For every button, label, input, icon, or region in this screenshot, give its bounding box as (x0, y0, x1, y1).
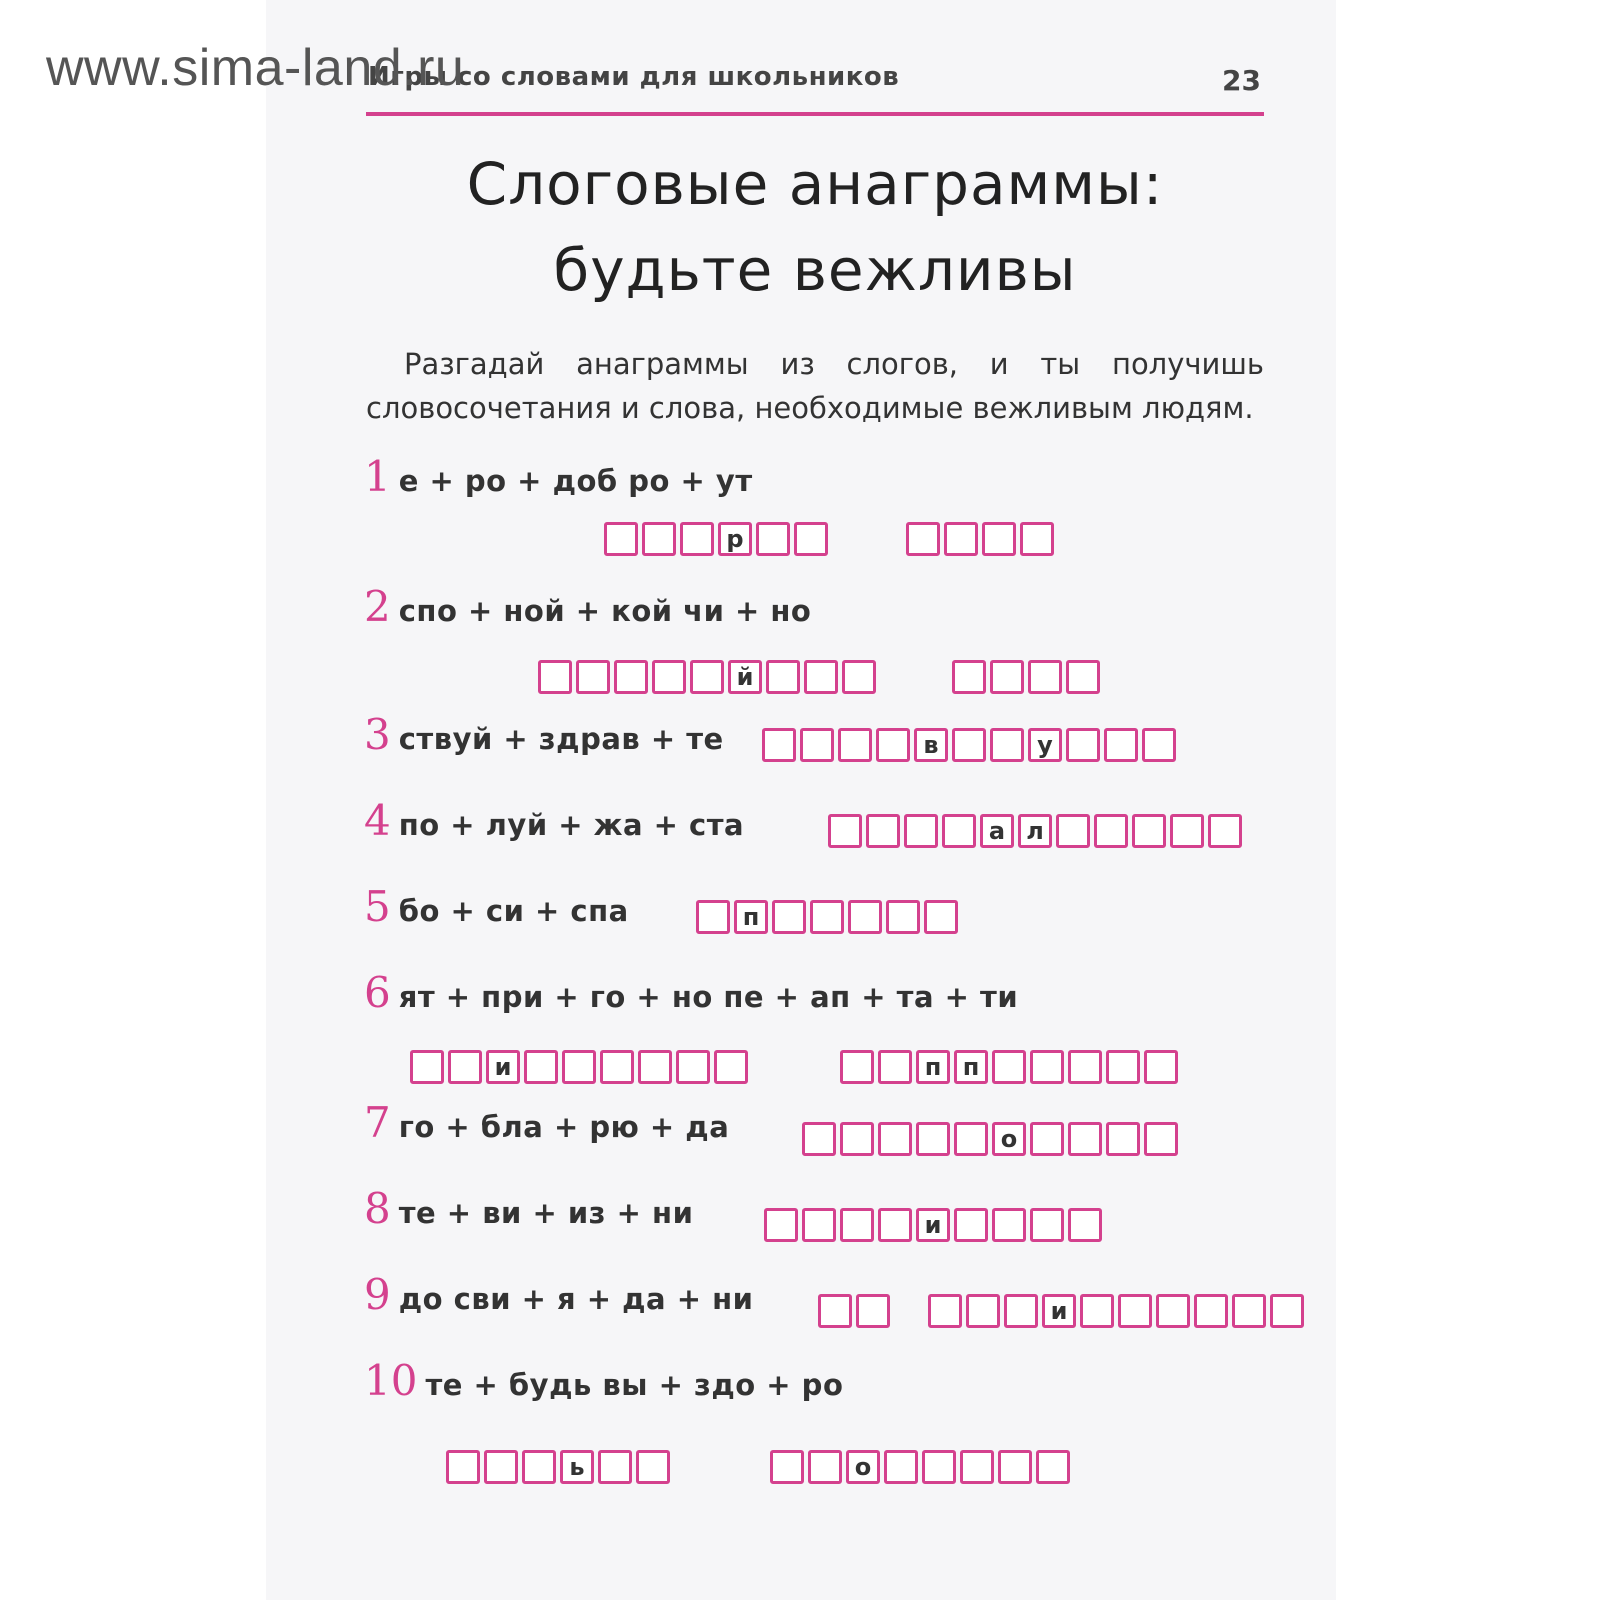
exercise-4 (364, 796, 744, 846)
answer-boxes (410, 1046, 752, 1088)
answer-boxes (604, 518, 832, 560)
letter-box (1036, 1450, 1070, 1484)
exercise-number: 3 (364, 710, 391, 759)
letter-box (1094, 814, 1128, 848)
letter-box (884, 1450, 918, 1484)
letter-box (1030, 1122, 1064, 1156)
letter-box (614, 660, 648, 694)
letter-box (954, 1122, 988, 1156)
syllables: те + ви + из + ни (398, 1196, 694, 1230)
letter-box (1066, 728, 1100, 762)
letter-box (904, 814, 938, 848)
letter-box (636, 1450, 670, 1484)
letter-box (652, 660, 686, 694)
letter-box (604, 522, 638, 556)
letter-box (866, 814, 900, 848)
running-header: Игры со словами для школьников (368, 62, 900, 92)
letter-box (1080, 1294, 1114, 1328)
page-title-line-2: будьте вежливы (553, 236, 1077, 304)
letter-box (966, 1294, 1000, 1328)
letter-box (1270, 1294, 1304, 1328)
letter-box (638, 1050, 672, 1084)
letter-box (1004, 1294, 1038, 1328)
letter-box (448, 1050, 482, 1084)
letter-box (840, 1050, 874, 1084)
letter-box (1132, 814, 1166, 848)
letter-box (1020, 522, 1054, 556)
letter-box (446, 1450, 480, 1484)
exercise-number: 2 (364, 582, 391, 631)
exercise-5 (364, 882, 629, 932)
letter-box (842, 660, 876, 694)
exercise-number: 1 (364, 452, 391, 501)
exercise-number: 10 (364, 1356, 418, 1405)
letter-box (992, 1050, 1026, 1084)
letter-box (960, 1450, 994, 1484)
letter-box (1030, 1208, 1064, 1242)
letter-box (928, 1294, 962, 1328)
letter-box (990, 660, 1024, 694)
answer-boxes (906, 518, 1058, 560)
letter-box (1066, 660, 1100, 694)
letter-box (840, 1122, 874, 1156)
letter-box (1068, 1050, 1102, 1084)
letter-box (954, 1208, 988, 1242)
exercise-10 (364, 1356, 843, 1406)
answer-boxes (770, 1446, 1074, 1488)
letter-box (762, 728, 796, 762)
exercise-number: 5 (364, 882, 391, 931)
answer-boxes (446, 1446, 674, 1488)
letter-box (764, 1208, 798, 1242)
letter-box (600, 1050, 634, 1084)
letter-box (1028, 660, 1062, 694)
exercise-7 (364, 1098, 729, 1148)
syllables: ствуй + здрав + те (398, 722, 724, 756)
answer-boxes (952, 656, 1104, 698)
letter-box (924, 900, 958, 934)
syllables: бо + си + спа (398, 894, 629, 928)
letter-box (828, 814, 862, 848)
answer-boxes (928, 1290, 1308, 1332)
syllables: те + будь вы + здо + ро (425, 1368, 844, 1402)
letter-box: й (728, 660, 762, 694)
exercise-8 (364, 1184, 693, 1234)
letter-box: л (1018, 814, 1052, 848)
letter-box (982, 522, 1016, 556)
exercise-2 (364, 582, 811, 632)
letter-box (1208, 814, 1242, 848)
letter-box (1104, 728, 1138, 762)
letter-box (876, 728, 910, 762)
exercise-number: 8 (364, 1184, 391, 1233)
letter-box (840, 1208, 874, 1242)
exercise-number: 6 (364, 968, 391, 1017)
intro-text: Разгадай анаграммы из слогов, и ты получишь словосочетания и слова, необходимые вежливым людям. (366, 347, 1264, 425)
letter-box (676, 1050, 710, 1084)
letter-box (1068, 1122, 1102, 1156)
letter-box (1106, 1122, 1140, 1156)
answer-boxes (538, 656, 880, 698)
letter-box (538, 660, 572, 694)
exercise-number: 7 (364, 1098, 391, 1147)
letter-box (1118, 1294, 1152, 1328)
letter-box (598, 1450, 632, 1484)
letter-box (878, 1122, 912, 1156)
answer-boxes (828, 810, 1246, 852)
exercise-6 (364, 968, 1018, 1018)
exercise-3 (364, 710, 724, 760)
letter-box (1170, 814, 1204, 848)
letter-box (802, 1122, 836, 1156)
letter-box: в (914, 728, 948, 762)
letter-box (906, 522, 940, 556)
letter-box (1156, 1294, 1190, 1328)
answer-boxes (840, 1046, 1182, 1088)
letter-box (810, 900, 844, 934)
exercise-1 (364, 452, 753, 502)
letter-box (818, 1294, 852, 1328)
letter-box: п (734, 900, 768, 934)
exercise-number: 9 (364, 1270, 391, 1319)
letter-box (772, 900, 806, 934)
letter-box (696, 900, 730, 934)
site-watermark: www.sima-land.ru (46, 39, 465, 97)
letter-box (804, 660, 838, 694)
answer-boxes (762, 724, 1180, 766)
syllables: ят + при + го + но пе + ап + та + ти (398, 980, 1019, 1014)
letter-box (878, 1208, 912, 1242)
page-title-line-1: Слоговые анаграммы: (466, 150, 1164, 218)
letter-box (1106, 1050, 1140, 1084)
letter-box: у (1028, 728, 1062, 762)
letter-box (1056, 814, 1090, 848)
letter-box: п (916, 1050, 950, 1084)
letter-box (848, 900, 882, 934)
syllables: го + бла + рю + да (398, 1110, 730, 1144)
syllables: спо + ной + кой чи + но (398, 594, 812, 628)
letter-box (800, 728, 834, 762)
answer-boxes (818, 1290, 894, 1332)
letter-box (942, 814, 976, 848)
page-number: 23 (1222, 64, 1261, 97)
letter-box (562, 1050, 596, 1084)
letter-box (794, 522, 828, 556)
letter-box (714, 1050, 748, 1084)
letter-box (944, 522, 978, 556)
letter-box (1144, 1050, 1178, 1084)
letter-box: р (718, 522, 752, 556)
letter-box: п (954, 1050, 988, 1084)
letter-box (1142, 728, 1176, 762)
letter-box: и (916, 1208, 950, 1242)
letter-box (952, 728, 986, 762)
letter-box (680, 522, 714, 556)
letter-box: ь (560, 1450, 594, 1484)
letter-box (756, 522, 790, 556)
letter-box (690, 660, 724, 694)
letter-box (642, 522, 676, 556)
syllables: до сви + я + да + ни (398, 1282, 754, 1316)
letter-box (484, 1450, 518, 1484)
letter-box (1068, 1208, 1102, 1242)
letter-box (990, 728, 1024, 762)
letter-box (1030, 1050, 1064, 1084)
answer-boxes (696, 896, 962, 938)
letter-box (886, 900, 920, 934)
letter-box (922, 1450, 956, 1484)
letter-box (802, 1208, 836, 1242)
letter-box: а (980, 814, 1014, 848)
letter-box (1144, 1122, 1178, 1156)
syllables: по + луй + жа + ста (398, 808, 745, 842)
letter-box: о (846, 1450, 880, 1484)
letter-box (998, 1450, 1032, 1484)
letter-box (410, 1050, 444, 1084)
answer-boxes (802, 1118, 1182, 1160)
letter-box (1194, 1294, 1228, 1328)
letter-box (766, 660, 800, 694)
letter-box (770, 1450, 804, 1484)
letter-box (878, 1050, 912, 1084)
letter-box (856, 1294, 890, 1328)
syllables: е + ро + доб ро + ут (398, 464, 753, 498)
letter-box (576, 660, 610, 694)
letter-box (992, 1208, 1026, 1242)
exercise-9 (364, 1270, 753, 1320)
exercise-number: 4 (364, 796, 391, 845)
answer-boxes (764, 1204, 1106, 1246)
header-divider (366, 112, 1264, 116)
letter-box (1232, 1294, 1266, 1328)
letter-box (522, 1450, 556, 1484)
letter-box: о (992, 1122, 1026, 1156)
letter-box: и (486, 1050, 520, 1084)
letter-box (524, 1050, 558, 1084)
letter-box (808, 1450, 842, 1484)
letter-box: и (1042, 1294, 1076, 1328)
letter-box (838, 728, 872, 762)
letter-box (916, 1122, 950, 1156)
letter-box (952, 660, 986, 694)
